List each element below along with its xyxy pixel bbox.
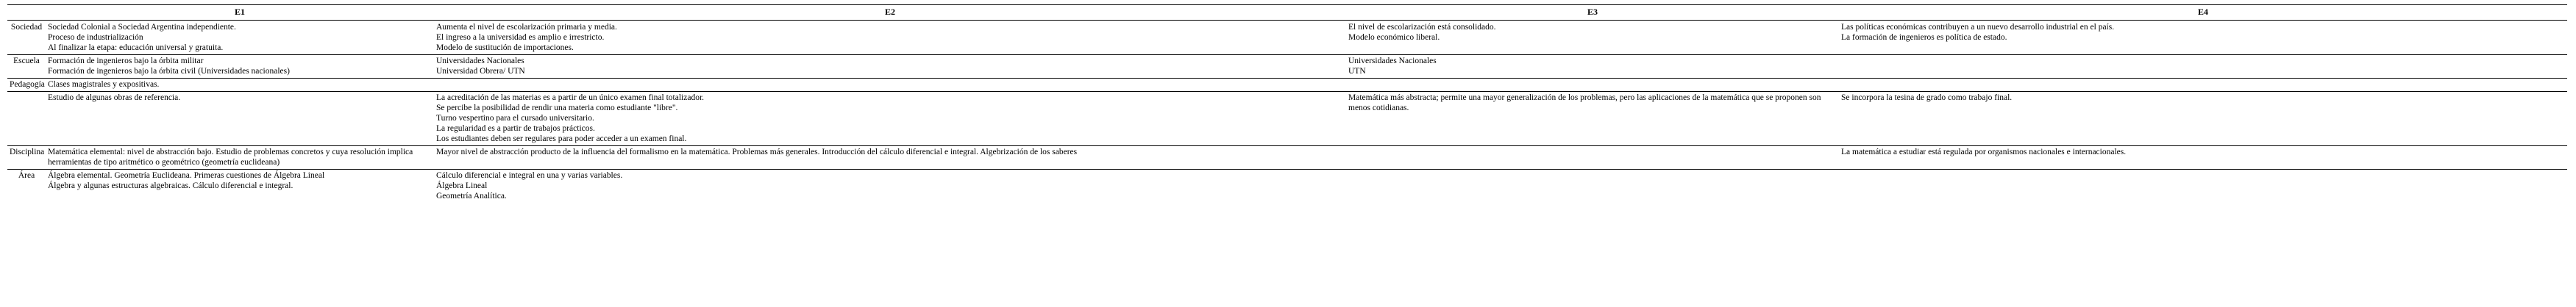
cell-line: Mayor nivel de abstracción producto de la influencia del formalismo en la matemática. Problemas más generales. Introducción del cálculo diferencial e integral. Algebrización de los saberes: [436, 147, 1078, 156]
cell-line: La regularidad es a partir de trabajos prácticos.: [436, 123, 595, 133]
cell-content: [436, 56, 1344, 76]
cell-content: [1348, 22, 1837, 43]
table-cell: [434, 20, 1346, 54]
table-cell: [1839, 169, 2567, 203]
cell-line: Matemática más abstracta; permite una mayor generalización de los problemas, pero las aplicaciones de la matemática que se proponen son menos cotidianas.: [1348, 93, 1821, 112]
cell-line: Aumenta el nivel de escolarización primaria y media.: [436, 22, 617, 32]
column-header-e4: E4: [1839, 5, 2567, 21]
cell-line: Los estudiantes deben ser regulares para poder acceder a un examen final.: [436, 134, 687, 143]
cell-content: [1348, 93, 1837, 113]
table-cell: [46, 91, 434, 145]
comparison-matrix-table: [7, 4, 2567, 203]
table-cell: [46, 78, 434, 91]
cell-line: Turno vespertino para el cursado universitario.: [436, 113, 594, 123]
cell-content: [48, 56, 432, 76]
cell-content: [436, 22, 1344, 53]
cell-line: Modelo de sustitución de importaciones.: [436, 43, 574, 52]
table-row: [7, 91, 2567, 145]
cell-line: Álgebra Lineal: [436, 181, 488, 190]
cell-line: Álgebra elemental. Geometría Euclideana. Primeras cuestiones de Álgebra Lineal: [48, 170, 325, 180]
table-cell: [1839, 54, 2567, 78]
cell-line: Álgebra y algunas estructuras algebraicas. Cálculo diferencial e integral.: [48, 181, 293, 190]
cell-content: [48, 170, 432, 191]
cell-content: [48, 147, 432, 167]
cell-content: [1841, 147, 2565, 157]
column-header-e1: E1: [46, 5, 434, 21]
cell-line: Universidad Obrera/ UTN: [436, 66, 525, 76]
table-cell: [434, 91, 1346, 145]
cell-content: [48, 22, 432, 53]
row-header-escuela: Escuela: [7, 54, 46, 78]
table-cell: [434, 78, 1346, 91]
column-header-corner: [7, 5, 46, 21]
cell-line: Se incorpora la tesina de grado como trabajo final.: [1841, 93, 2013, 102]
table-cell: [434, 54, 1346, 78]
table-cell: [434, 169, 1346, 203]
table-row: [7, 145, 2567, 169]
table-cell: [1346, 145, 1839, 169]
table-cell: [46, 145, 434, 169]
row-header-disciplina: Disciplina: [7, 145, 46, 169]
cell-line: La acreditación de las materias es a partir de un único examen final totalizador.: [436, 93, 705, 102]
table-cell: [1346, 78, 1839, 91]
cell-content: [1348, 56, 1837, 76]
table-cell: [1346, 54, 1839, 78]
cell-line: Formación de ingenieros bajo la órbita militar: [48, 56, 204, 65]
table-cell: [1839, 78, 2567, 91]
row-header-pedagoga: Pedagogía: [7, 78, 46, 91]
cell-content: [1841, 22, 2565, 43]
table-row: [7, 54, 2567, 78]
row-header-blank: [7, 91, 46, 145]
cell-content: [1841, 93, 2565, 103]
cell-line: La formación de ingenieros es política de estado.: [1841, 32, 2007, 42]
cell-content: [436, 170, 1344, 201]
cell-line: El ingreso a la universidad es amplio e irrestricto.: [436, 32, 605, 42]
table-row: [7, 78, 2567, 91]
cell-line: El nivel de escolarización está consolidado.: [1348, 22, 1496, 32]
table-header: [7, 5, 2567, 21]
cell-line: Al finalizar la etapa: educación universal y gratuita.: [48, 43, 224, 52]
row-header-rea: Área: [18, 170, 35, 180]
cell-line: Formación de ingenieros bajo la órbita civil (Universidades nacionales): [48, 66, 290, 76]
table-header-row: [7, 5, 2567, 21]
table-cell: [1346, 20, 1839, 54]
table-cell: [1346, 169, 1839, 203]
cell-line: Geometría Analítica.: [436, 191, 507, 201]
table-cell: [434, 145, 1346, 169]
cell-line: Se percibe la posibilidad de rendir una materia como estudiante "libre".: [436, 103, 678, 112]
cell-line: La matemática a estudiar está regulada por organismos nacionales e internacionales.: [1841, 147, 2127, 156]
cell-line: Las políticas económicas contribuyen a un nuevo desarrollo industrial en el país.: [1841, 22, 2115, 32]
cell-line: Estudio de algunas obras de referencia.: [48, 93, 181, 102]
table-row: [7, 169, 2567, 203]
table-cell: [46, 20, 434, 54]
cell-line: Modelo económico liberal.: [1348, 32, 1440, 42]
table-row: [7, 20, 2567, 54]
cell-line: Sociedad Colonial a Sociedad Argentina independiente.: [48, 22, 236, 32]
cell-content: [436, 147, 1344, 157]
cell-line: Cálculo diferencial e integral en una y varias variables.: [436, 170, 623, 180]
cell-line: Universidades Nacionales: [1348, 56, 1437, 65]
cell-content: [48, 79, 432, 90]
column-header-e2: E2: [434, 5, 1346, 21]
row-header-sociedad: Sociedad: [7, 20, 46, 54]
table-cell: [1839, 91, 2567, 145]
table-cell: [1839, 145, 2567, 169]
table-cell: [46, 169, 434, 203]
cell-line: Proceso de industrialización: [48, 32, 143, 42]
cell-line: Matemática elemental: nivel de abstracción bajo. Estudio de problemas concretos y cuya resolución implica herramientas de tipo aritmético o geométrico (geometría euclideana): [48, 147, 413, 167]
cell-content: [436, 93, 1344, 144]
table-cell: [1346, 91, 1839, 145]
cell-content: [48, 93, 432, 103]
cell-line: Clases magistrales y expositivas.: [48, 79, 160, 89]
table-body: [7, 20, 2567, 203]
cell-line: UTN: [1348, 66, 1366, 76]
cell-line: Universidades Nacionales: [436, 56, 524, 65]
table-cell: [1839, 20, 2567, 54]
column-header-e3: E3: [1346, 5, 1839, 21]
table-cell: [46, 54, 434, 78]
